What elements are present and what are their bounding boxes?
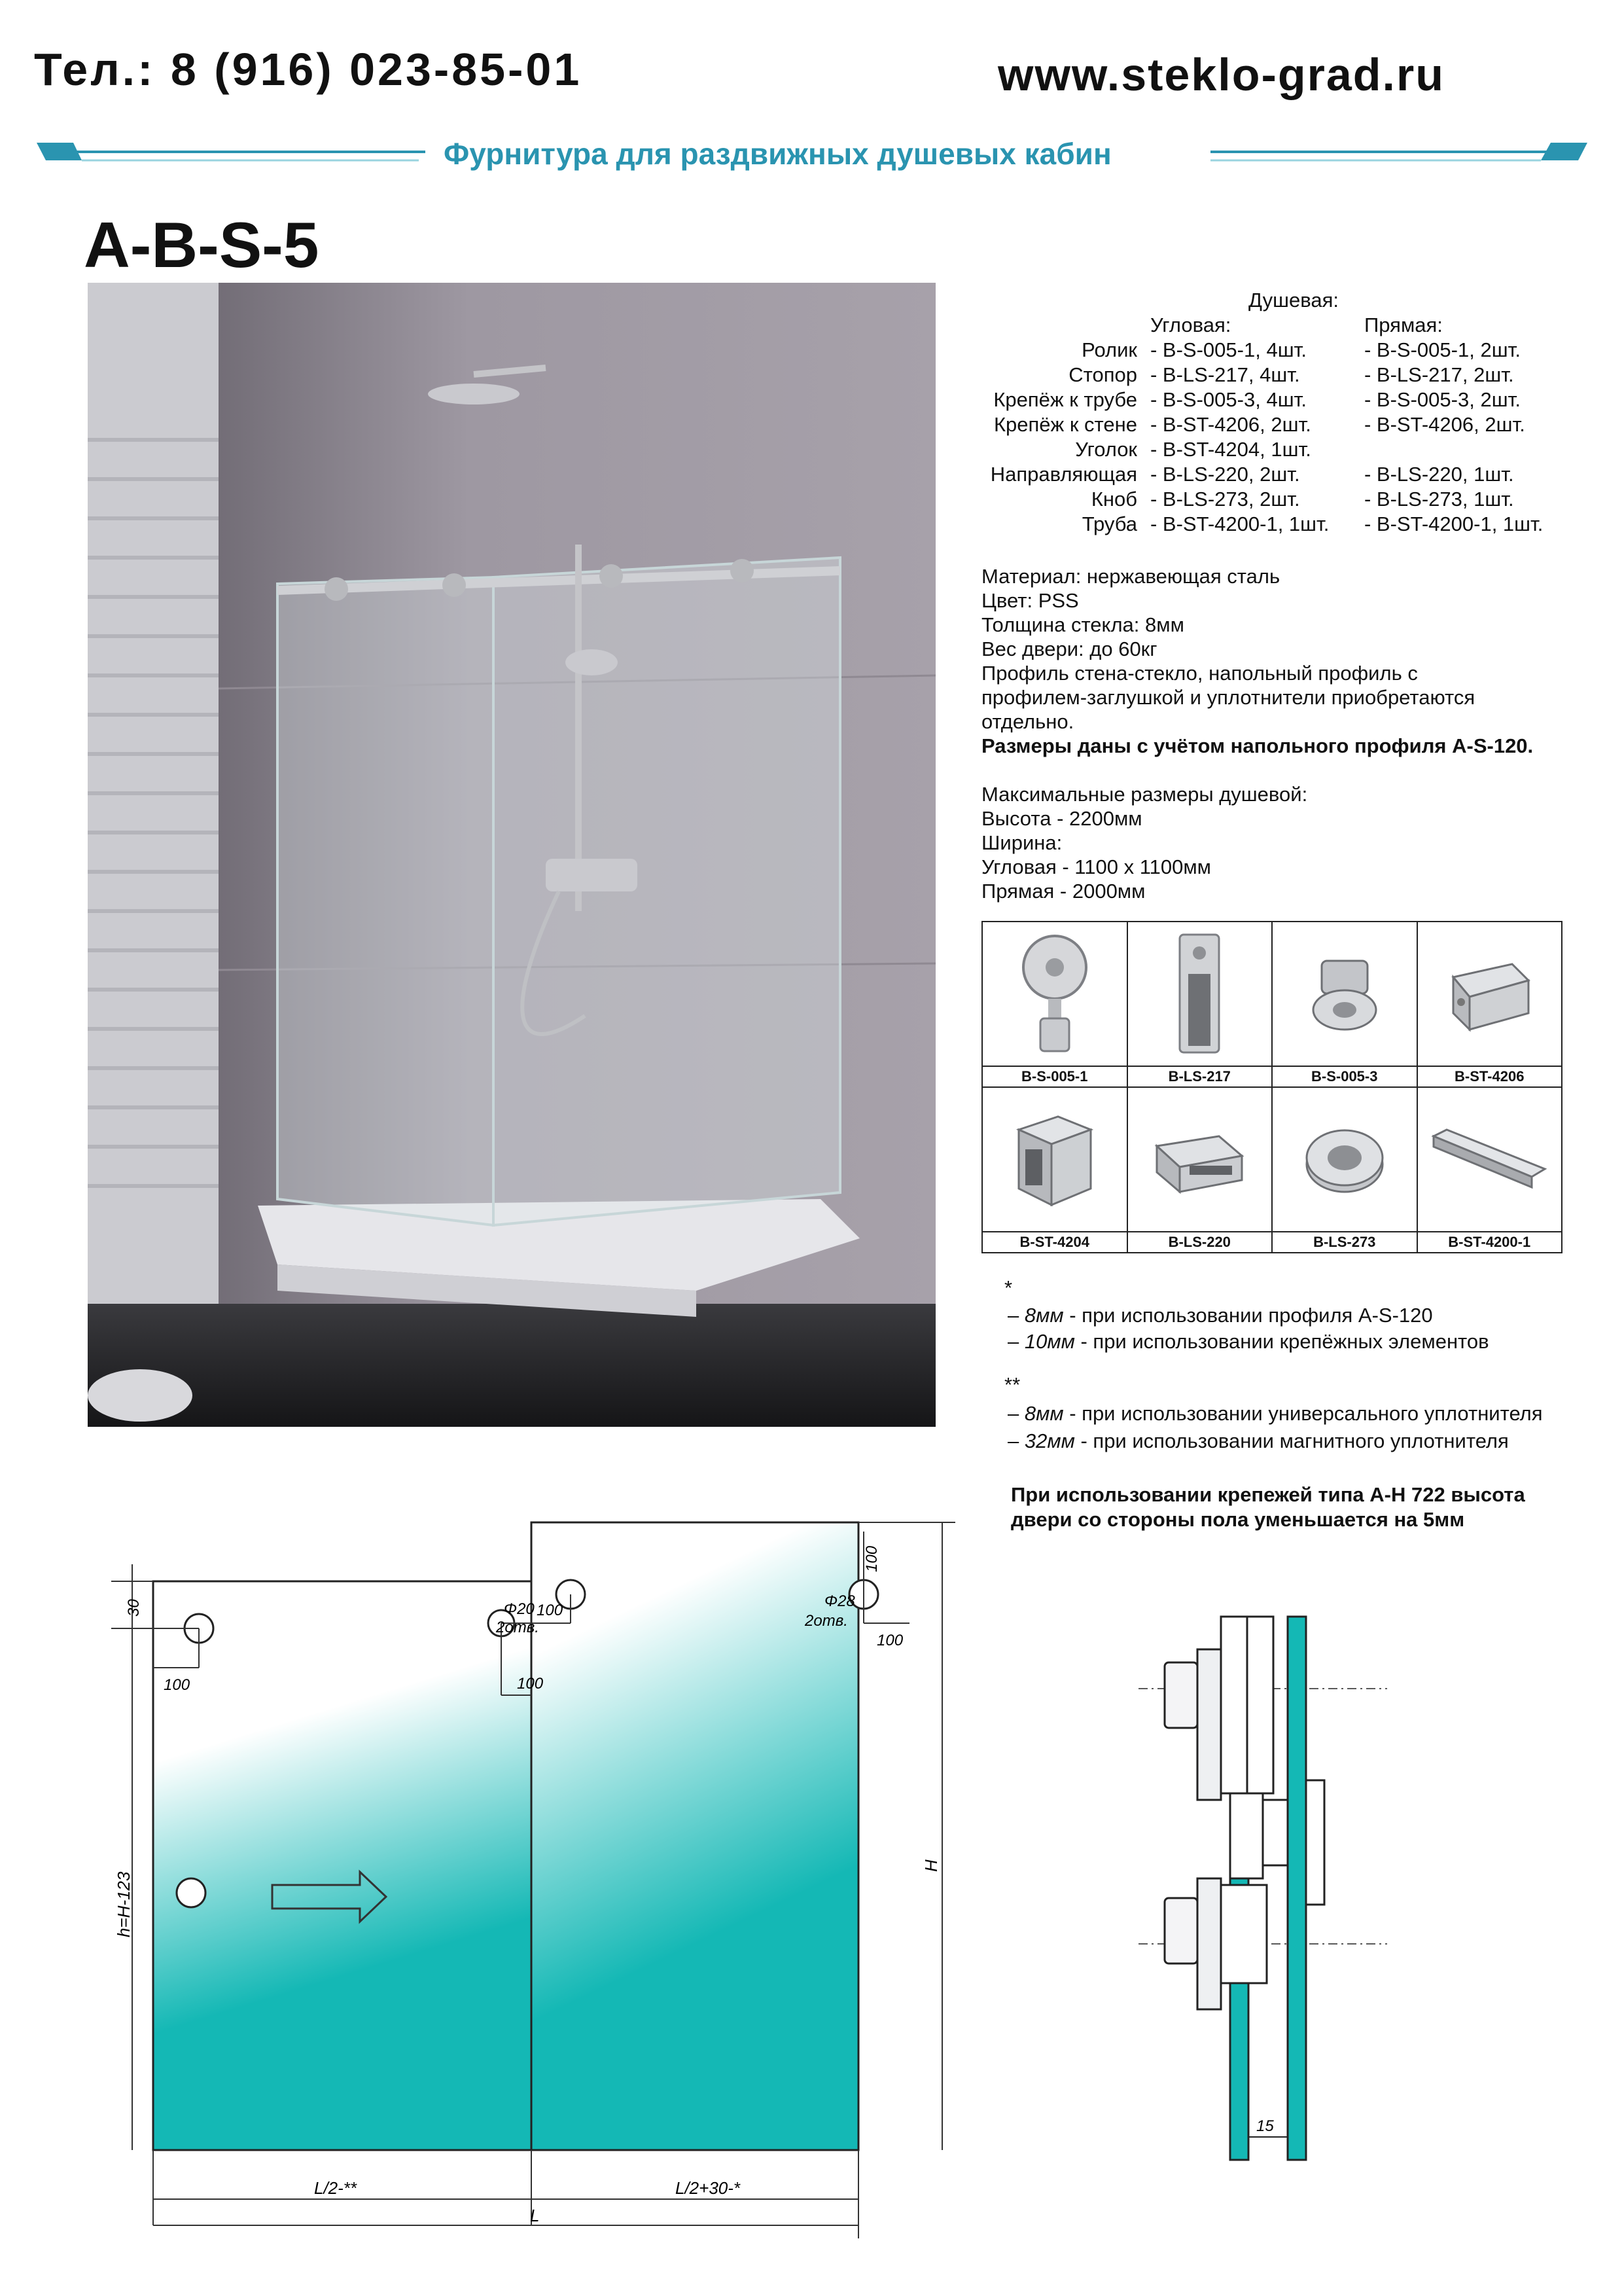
dim-text: 100 — [537, 1602, 563, 1619]
part-image — [1417, 922, 1562, 1066]
part-code: B-S-005-1 — [982, 1066, 1127, 1087]
row-straight: - B-S-005-3, 2шт. — [1364, 388, 1521, 411]
part-code: B-LS-273 — [1272, 1232, 1417, 1253]
glass-gap-label: 15 — [1256, 2117, 1274, 2135]
note-line: – 8мм - при использовании универсального уплотнителя — [1008, 1402, 1543, 1425]
row-corner: - B-ST-4204, 1шт. — [1150, 438, 1311, 461]
material: Материал: нержавеющая сталь — [981, 565, 1280, 588]
part-code: B-ST-4204 — [982, 1232, 1127, 1253]
row-corner: - B-LS-220, 2шт. — [1150, 463, 1300, 486]
part-image — [982, 922, 1127, 1066]
phone-number: Тел.: 8 (916) 023-85-01 — [34, 44, 582, 95]
dim-text: 100 — [863, 1545, 881, 1572]
mounting-note — [1011, 1482, 1547, 1532]
sizes-note: Размеры даны с учётом напольного профиля A-S-120. — [981, 734, 1534, 757]
dim-text: 30 — [125, 1599, 143, 1617]
note-size: 8мм — [1024, 1304, 1064, 1327]
hole-count-text: 2отв. — [496, 1619, 539, 1636]
dim-text: 100 — [164, 1676, 190, 1694]
sliding-mechanism-detail — [1139, 1577, 1413, 2179]
row-label: Труба — [1082, 512, 1137, 535]
knob-hole — [177, 1878, 205, 1907]
part-image — [1272, 922, 1417, 1066]
row-corner: - B-LS-273, 2шт. — [1150, 488, 1300, 511]
composition-title: Душевая: — [1248, 289, 1339, 312]
door-weight: Вес двери: до 60кг — [981, 637, 1157, 660]
row-label: Крепёж к стене — [993, 413, 1137, 436]
profile-note: отдельно. — [981, 710, 1074, 733]
row-corner: - B-S-005-1, 4шт. — [1150, 338, 1307, 361]
note-text: - при использовании магнитного уплотнителя — [1074, 1429, 1509, 1452]
dim-text: 100 — [877, 1632, 904, 1649]
website-link[interactable]: www.steklo-grad.ru — [998, 49, 1445, 100]
width-corner: Угловая - 1100 х 1100мм — [981, 855, 1211, 878]
row-straight: - B-LS-273, 1шт. — [1364, 488, 1514, 511]
shower-cabin-photo — [88, 283, 936, 1427]
part-code: B-ST-4200-1 — [1417, 1232, 1562, 1253]
part-image — [1272, 1087, 1417, 1232]
note-line: – 10мм - при использовании крепёжных элементов — [1008, 1330, 1489, 1353]
width-right-label: L/2+30-* — [675, 2178, 741, 2198]
hole-size-text: Φ28 — [824, 1592, 855, 1610]
row-straight: - B-ST-4200-1, 1шт. — [1364, 512, 1544, 535]
part-code: B-LS-217 — [1127, 1066, 1273, 1087]
total-height-label: H — [921, 1859, 941, 1872]
column-header-corner: Угловая: — [1150, 314, 1231, 336]
note-size: 10мм — [1024, 1330, 1075, 1353]
width-total-label: L — [530, 2206, 540, 2225]
column-header-straight: Прямая: — [1364, 314, 1443, 336]
part-image — [1127, 922, 1273, 1066]
profile-note: профилем-заглушкой и уплотнители приобретаются — [981, 686, 1475, 709]
knob-icon — [1299, 1120, 1390, 1198]
properties-block — [981, 564, 1597, 903]
page-subtitle: Фурнитура для раздвижных душевых кабин — [444, 137, 1112, 171]
roller-icon — [1015, 928, 1094, 1059]
row-label: Кноб — [1091, 488, 1137, 511]
part-image — [1127, 1087, 1273, 1232]
color: Цвет: PSS — [981, 589, 1079, 612]
corner-icon — [1006, 1103, 1104, 1215]
guide-icon — [1147, 1120, 1252, 1198]
part-image — [1417, 1087, 1562, 1232]
note-text: - при использовании крепёжных элементов — [1074, 1330, 1489, 1353]
dim-text: 100 — [517, 1675, 544, 1693]
part-code: B-S-005-3 — [1272, 1066, 1417, 1087]
row-corner: - B-ST-4200-1, 1шт. — [1150, 512, 1330, 535]
width-straight: Прямая - 2000мм — [981, 880, 1146, 903]
part-code: B-ST-4206 — [1417, 1066, 1562, 1087]
max-sizes-title: Максимальные размеры душевой: — [981, 783, 1308, 806]
row-straight: - B-LS-220, 1шт. — [1364, 463, 1514, 486]
hole-size-text: Φ20 — [504, 1600, 535, 1618]
note-size: 8мм — [1024, 1402, 1064, 1425]
note-text: - при использовании профиля A-S-120 — [1063, 1304, 1433, 1327]
tube-icon — [1427, 1123, 1551, 1195]
row-straight: - B-S-005-1, 2шт. — [1364, 338, 1521, 361]
note-star-2: ** — [1004, 1373, 1021, 1396]
row-label: Уголок — [1075, 438, 1137, 461]
note-star-1: * — [1004, 1276, 1013, 1299]
profile-note: Профиль стена-стекло, напольный профиль с — [981, 662, 1418, 685]
row-straight: - B-LS-217, 2шт. — [1364, 363, 1514, 386]
row-label: Направляющая — [990, 463, 1137, 486]
row-label: Стопор — [1068, 363, 1137, 386]
note-line: – 32мм - при использовании магнитного уплотнителя — [1008, 1429, 1509, 1452]
wall-bracket-icon — [1440, 951, 1538, 1036]
row-corner: - B-LS-217, 4шт. — [1150, 363, 1300, 386]
glass-panels-drawing — [85, 1518, 975, 2278]
part-code: B-LS-220 — [1127, 1232, 1273, 1253]
door-height-label: h=H-123 — [114, 1871, 133, 1937]
note-text: - при использовании универсального уплотнителя — [1063, 1402, 1543, 1425]
stopper-icon — [1170, 928, 1229, 1059]
row-label: Крепёж к трубе — [993, 388, 1137, 411]
parts-table — [981, 921, 1562, 1253]
row-straight: - B-ST-4206, 2шт. — [1364, 413, 1525, 436]
part-image — [982, 1087, 1127, 1232]
width-left-label: L/2-** — [314, 2178, 357, 2198]
hole-count-text: 2отв. — [805, 1612, 848, 1630]
row-corner: - B-S-005-3, 4шт. — [1150, 388, 1307, 411]
mounting-note-line: двери со стороны пола уменьшается на 5мм — [1011, 1508, 1465, 1531]
tube-clamp-icon — [1302, 948, 1387, 1039]
model-title: A-B-S-5 — [84, 209, 319, 281]
max-height: Высота - 2200мм — [981, 807, 1142, 830]
row-corner: - B-ST-4206, 2шт. — [1150, 413, 1311, 436]
row-label: Ролик — [1082, 338, 1137, 361]
mounting-note-line: При использовании крепежей типа A-H 722 высота — [1011, 1483, 1525, 1506]
glass-thickness: Толщина стекла: 8мм — [981, 613, 1184, 636]
width-label: Ширина: — [981, 831, 1063, 854]
note-line: – 8мм - при использовании профиля A-S-120 — [1008, 1304, 1433, 1327]
note-size: 32мм — [1024, 1429, 1075, 1452]
